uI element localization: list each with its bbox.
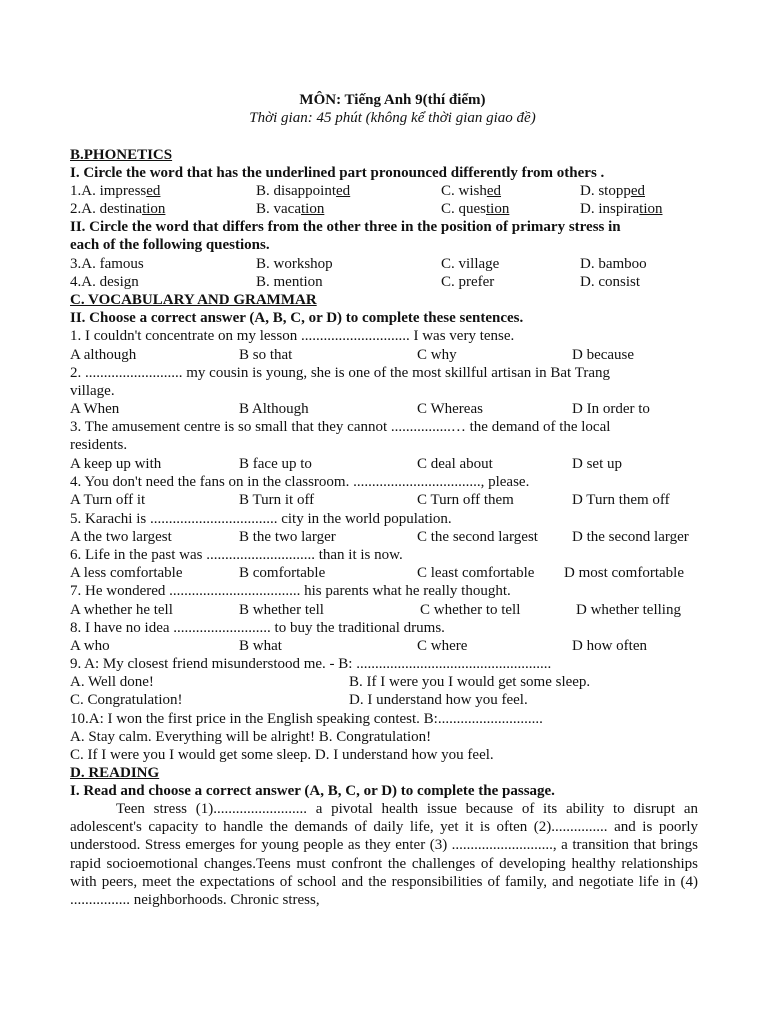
question-3-stem: 3. The amusement centre is so small that they cannot ................… the demand of the local bbox=[70, 419, 611, 435]
option-d: D. bamboo bbox=[580, 256, 647, 272]
option-b: B face up to bbox=[239, 456, 312, 472]
option-b: B. mention bbox=[256, 274, 323, 290]
option-c: C. question bbox=[441, 201, 510, 217]
option-d: D. consist bbox=[580, 274, 640, 290]
option-c: C why bbox=[417, 347, 457, 363]
option-a: A Turn off it bbox=[70, 492, 146, 508]
option-a: 3.A. famous bbox=[70, 256, 144, 272]
option-b: B the two larger bbox=[239, 529, 336, 545]
question-4-options bbox=[70, 491, 715, 509]
option-d: D most comfortable bbox=[564, 565, 684, 581]
vocab-title: C. VOCABULARY AND GRAMMAR bbox=[70, 292, 317, 308]
option-a: A whether he tell bbox=[70, 602, 173, 618]
question-9-stem: 9. A: My closest friend misunderstood me. - B: .................................................... bbox=[70, 656, 552, 672]
question-2-options bbox=[70, 400, 715, 418]
question-5-stem: 5. Karachi is .................................. city in the world population. bbox=[70, 511, 452, 527]
option-a: 4.A. design bbox=[70, 274, 139, 290]
option-b: B comfortable bbox=[239, 565, 326, 581]
reading-passage: Teen stress (1)......................... a pivotal health issue because of its ability to disrupt an adolescent's capacity to handle the demands of daily life, yet it is often (2)............... and is poorly understood. Stress emerges for young people as they enter (3) ..........................., a transition that brings rapid socioemotional changes.Teens must confront the challenges of developing healthy relationships with peers, meet the expectations of school and the responsibilities of family, and negotiate life in (4) ................ neighborhoods. Chronic stress, bbox=[70, 801, 698, 909]
phonetics-question-3 bbox=[70, 255, 715, 273]
question-10-options-row-2: C. If I were you I would get some sleep. D. I understand how you feel. bbox=[70, 747, 494, 763]
phonetics-question-2 bbox=[70, 200, 715, 218]
option-d: D In order to bbox=[572, 401, 650, 417]
phonetics-part1-instruction: I. Circle the word that has the underlined part pronounced differently from others . bbox=[70, 165, 605, 181]
question-7-stem: 7. He wondered ................................... his parents what he really thought. bbox=[70, 583, 511, 599]
option-b: B. vacation bbox=[256, 201, 325, 217]
option-c: C. village bbox=[441, 256, 500, 272]
option-b: B. If I were you I would get some sleep. bbox=[349, 674, 591, 690]
option-c: C Whereas bbox=[417, 401, 483, 417]
option-a: A keep up with bbox=[70, 456, 162, 472]
reading-instruction: I. Read and choose a correct answer (A, B, C, or D) to complete the passage. bbox=[70, 783, 555, 799]
option-b: B. workshop bbox=[256, 256, 333, 272]
option-a: A When bbox=[70, 401, 120, 417]
question-3-stem-cont: residents. bbox=[70, 437, 128, 453]
option-c: C the second largest bbox=[417, 529, 538, 545]
option-c: C deal about bbox=[417, 456, 493, 472]
option-b: B Turn it off bbox=[239, 492, 315, 508]
option-d: D the second larger bbox=[572, 529, 689, 545]
option-a: A. Well done! bbox=[70, 674, 154, 690]
option-d: D. stopped bbox=[580, 183, 646, 199]
option-c: C. wished bbox=[441, 183, 502, 199]
option-a: A although bbox=[70, 347, 137, 363]
question-6-stem: 6. Life in the past was ............................. than it is now. bbox=[70, 547, 403, 563]
subject-title: MÔN: Tiếng Anh 9(thí điểm) bbox=[299, 92, 486, 108]
option-a: A the two largest bbox=[70, 529, 172, 545]
question-1-stem: 1. I couldn't concentrate on my lesson ............................. I was very tense. bbox=[70, 328, 515, 344]
option-b: B so that bbox=[239, 347, 293, 363]
question-10-stem: 10.A: I won the first price in the English speaking contest. B:............................ bbox=[70, 711, 543, 727]
phonetics-title: B.PHONETICS bbox=[70, 147, 173, 163]
option-a: 2.A. destination bbox=[70, 201, 166, 217]
reading-title: D. READING bbox=[70, 765, 160, 781]
option-b: B what bbox=[239, 638, 282, 654]
option-d: D Turn them off bbox=[572, 492, 670, 508]
option-b: B Although bbox=[239, 401, 309, 417]
question-10-options-row-1: A. Stay calm. Everything will be alright! B. Congratulation! bbox=[70, 729, 432, 745]
option-a: A who bbox=[70, 638, 110, 654]
option-b: B whether tell bbox=[239, 602, 324, 618]
option-c: C. prefer bbox=[441, 274, 495, 290]
question-5-options bbox=[70, 528, 715, 546]
option-d: D how often bbox=[572, 638, 647, 654]
option-c: C whether to tell bbox=[420, 602, 521, 618]
question-9-options-row-2 bbox=[70, 691, 715, 709]
exam-time: Thời gian: 45 phút (không kể thời gian giao đề) bbox=[249, 110, 536, 126]
option-d: D set up bbox=[572, 456, 622, 472]
option-d: D. inspiration bbox=[580, 201, 663, 217]
question-1-options bbox=[70, 346, 715, 364]
option-a: 1.A. impressed bbox=[70, 183, 161, 199]
vocab-instruction: II. Choose a correct answer (A, B, C, or D) to complete these sentences. bbox=[70, 310, 524, 326]
question-6-options bbox=[70, 564, 715, 582]
phonetics-question-4 bbox=[70, 273, 715, 291]
question-3-options bbox=[70, 455, 715, 473]
option-c: C Turn off them bbox=[417, 492, 514, 508]
option-c: C. Congratulation! bbox=[70, 692, 183, 708]
question-9-options-row-1 bbox=[70, 673, 715, 691]
question-2-stem: 2. .......................... my cousin is young, she is one of the most skillful artisan in Bat Trang bbox=[70, 365, 610, 381]
phonetics-part2-instruction-1: II. Circle the word that differs from the other three in the position of primary stress in bbox=[70, 219, 621, 235]
option-d: D because bbox=[572, 347, 635, 363]
option-b: B. disappointed bbox=[256, 183, 351, 199]
question-8-options bbox=[70, 637, 715, 655]
option-d: D whether telling bbox=[576, 602, 681, 618]
option-d: D. I understand how you feel. bbox=[349, 692, 528, 708]
option-c: C where bbox=[417, 638, 468, 654]
question-4-stem: 4. You don't need the fans on in the classroom. .................................., please. bbox=[70, 474, 530, 490]
option-c: C least comfortable bbox=[417, 565, 535, 581]
phonetics-part2-instruction-2: each of the following questions. bbox=[70, 237, 270, 253]
question-8-stem: 8. I have no idea .......................... to buy the traditional drums. bbox=[70, 620, 445, 636]
option-a: A less comfortable bbox=[70, 565, 183, 581]
phonetics-question-1 bbox=[70, 182, 715, 200]
question-2-stem-cont: village. bbox=[70, 383, 115, 399]
question-7-options bbox=[70, 601, 715, 619]
